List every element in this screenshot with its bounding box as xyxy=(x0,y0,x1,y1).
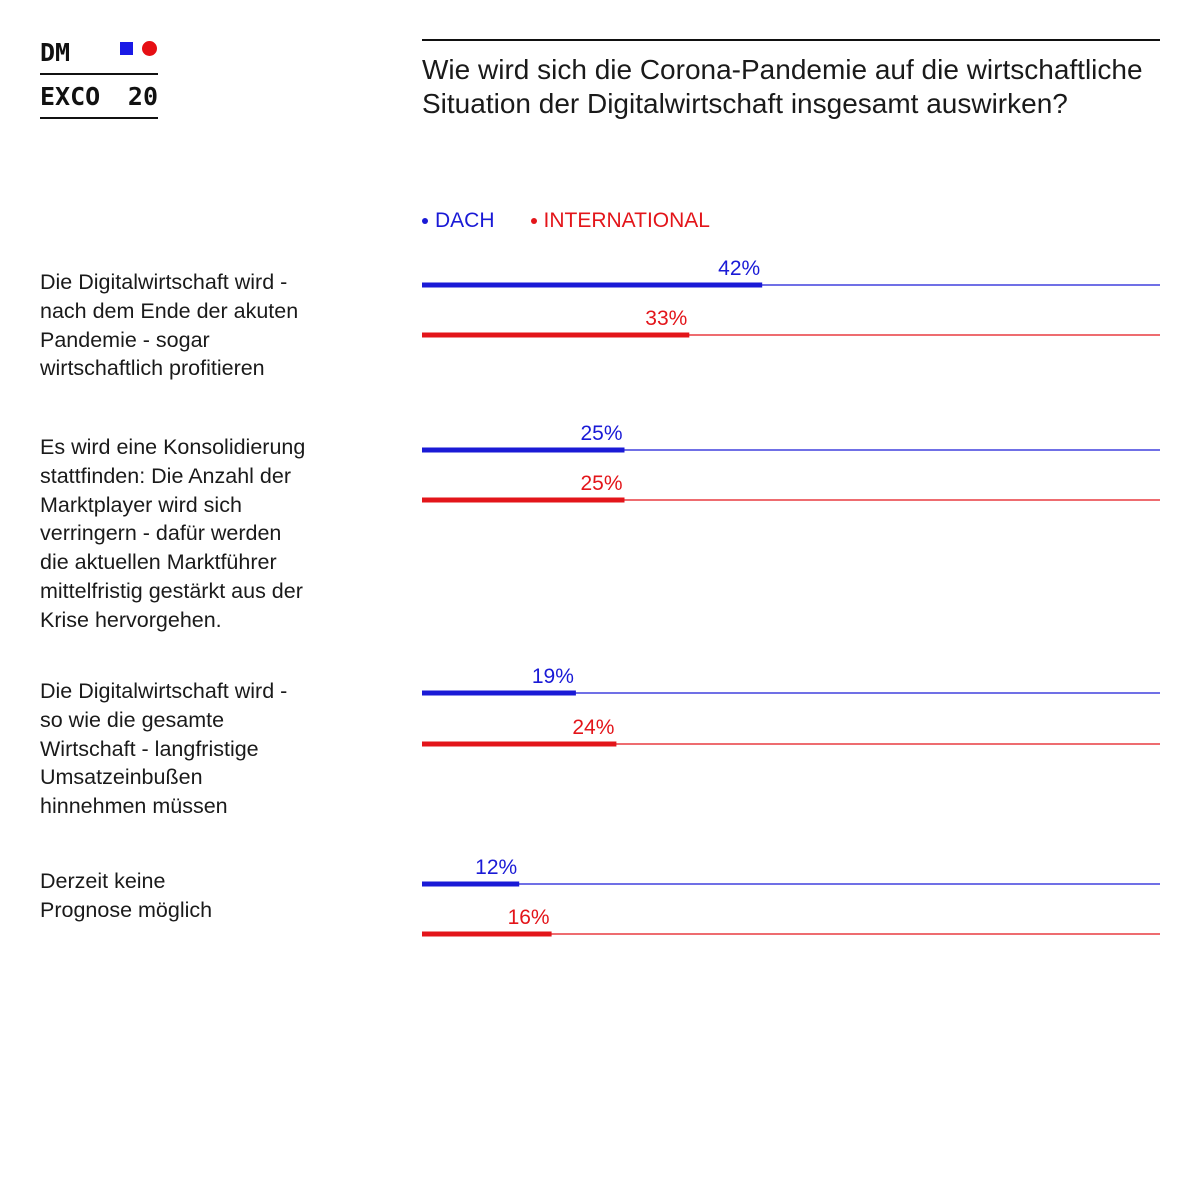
value-label-dach: 25% xyxy=(580,422,623,445)
category-label-line: verringern - dafür werden xyxy=(40,521,282,546)
logo-text-exco: EXCO xyxy=(40,82,101,111)
bar-international xyxy=(422,498,625,503)
category-label-line: Die Digitalwirtschaft wird - xyxy=(40,679,288,703)
category-label-line: Die Digitalwirtschaft wird - xyxy=(40,270,288,294)
bar-dach xyxy=(422,882,519,887)
bar-international xyxy=(422,333,689,338)
legend-label-international: INTERNATIONAL xyxy=(543,209,710,232)
bar-dach xyxy=(422,283,762,288)
value-label-international: 16% xyxy=(507,906,550,929)
value-label-international: 24% xyxy=(572,716,615,739)
category-label-line: mittelfristig gestärkt aus der xyxy=(40,578,303,603)
bar-international xyxy=(422,742,616,747)
category-label-line: die aktuellen Marktführer xyxy=(40,550,277,575)
category-label-line: Derzeit keine xyxy=(40,869,166,893)
category-label-line: Umsatzeinbußen xyxy=(40,765,203,790)
category-label-line: Marktplayer wird sich xyxy=(40,492,242,517)
category-label-line: stattfinden: Die Anzahl der xyxy=(40,463,291,488)
chart-title: Wie wird sich die Corona-Pandemie auf die wirtschaftliche Situation der Digitalwirtschaft insgesamt auswirken? xyxy=(422,54,1143,119)
category-label-line: wirtschaftlich profitieren xyxy=(40,356,265,381)
bar-international xyxy=(422,932,552,937)
logo-text-year: 20 xyxy=(127,82,158,111)
value-label-dach: 19% xyxy=(531,665,574,688)
category-label-line: Es wird eine Konsolidierung xyxy=(40,435,306,459)
category-label-line: nach dem Ende der akuten xyxy=(40,298,299,323)
category-label-line: Wirtschaft - langfristige xyxy=(40,736,259,761)
category-label-line: so wie die gesamte xyxy=(40,707,225,732)
value-label-dach: 42% xyxy=(718,257,761,280)
bar-dach xyxy=(422,691,576,696)
category-label-line: Pandemie - sogar xyxy=(40,327,210,352)
legend-label-dach: DACH xyxy=(435,209,495,232)
category-label-line: hinnehmen müssen xyxy=(40,794,228,819)
value-label-international: 25% xyxy=(580,472,623,495)
value-label-dach: 12% xyxy=(475,856,518,879)
bar-dach xyxy=(422,448,625,453)
category-label-line: Prognose möglich xyxy=(40,897,213,922)
value-label-international: 33% xyxy=(645,307,688,330)
category-label-line: Krise hervorgehen. xyxy=(40,607,222,632)
logo-text-dm: DM xyxy=(40,38,71,67)
